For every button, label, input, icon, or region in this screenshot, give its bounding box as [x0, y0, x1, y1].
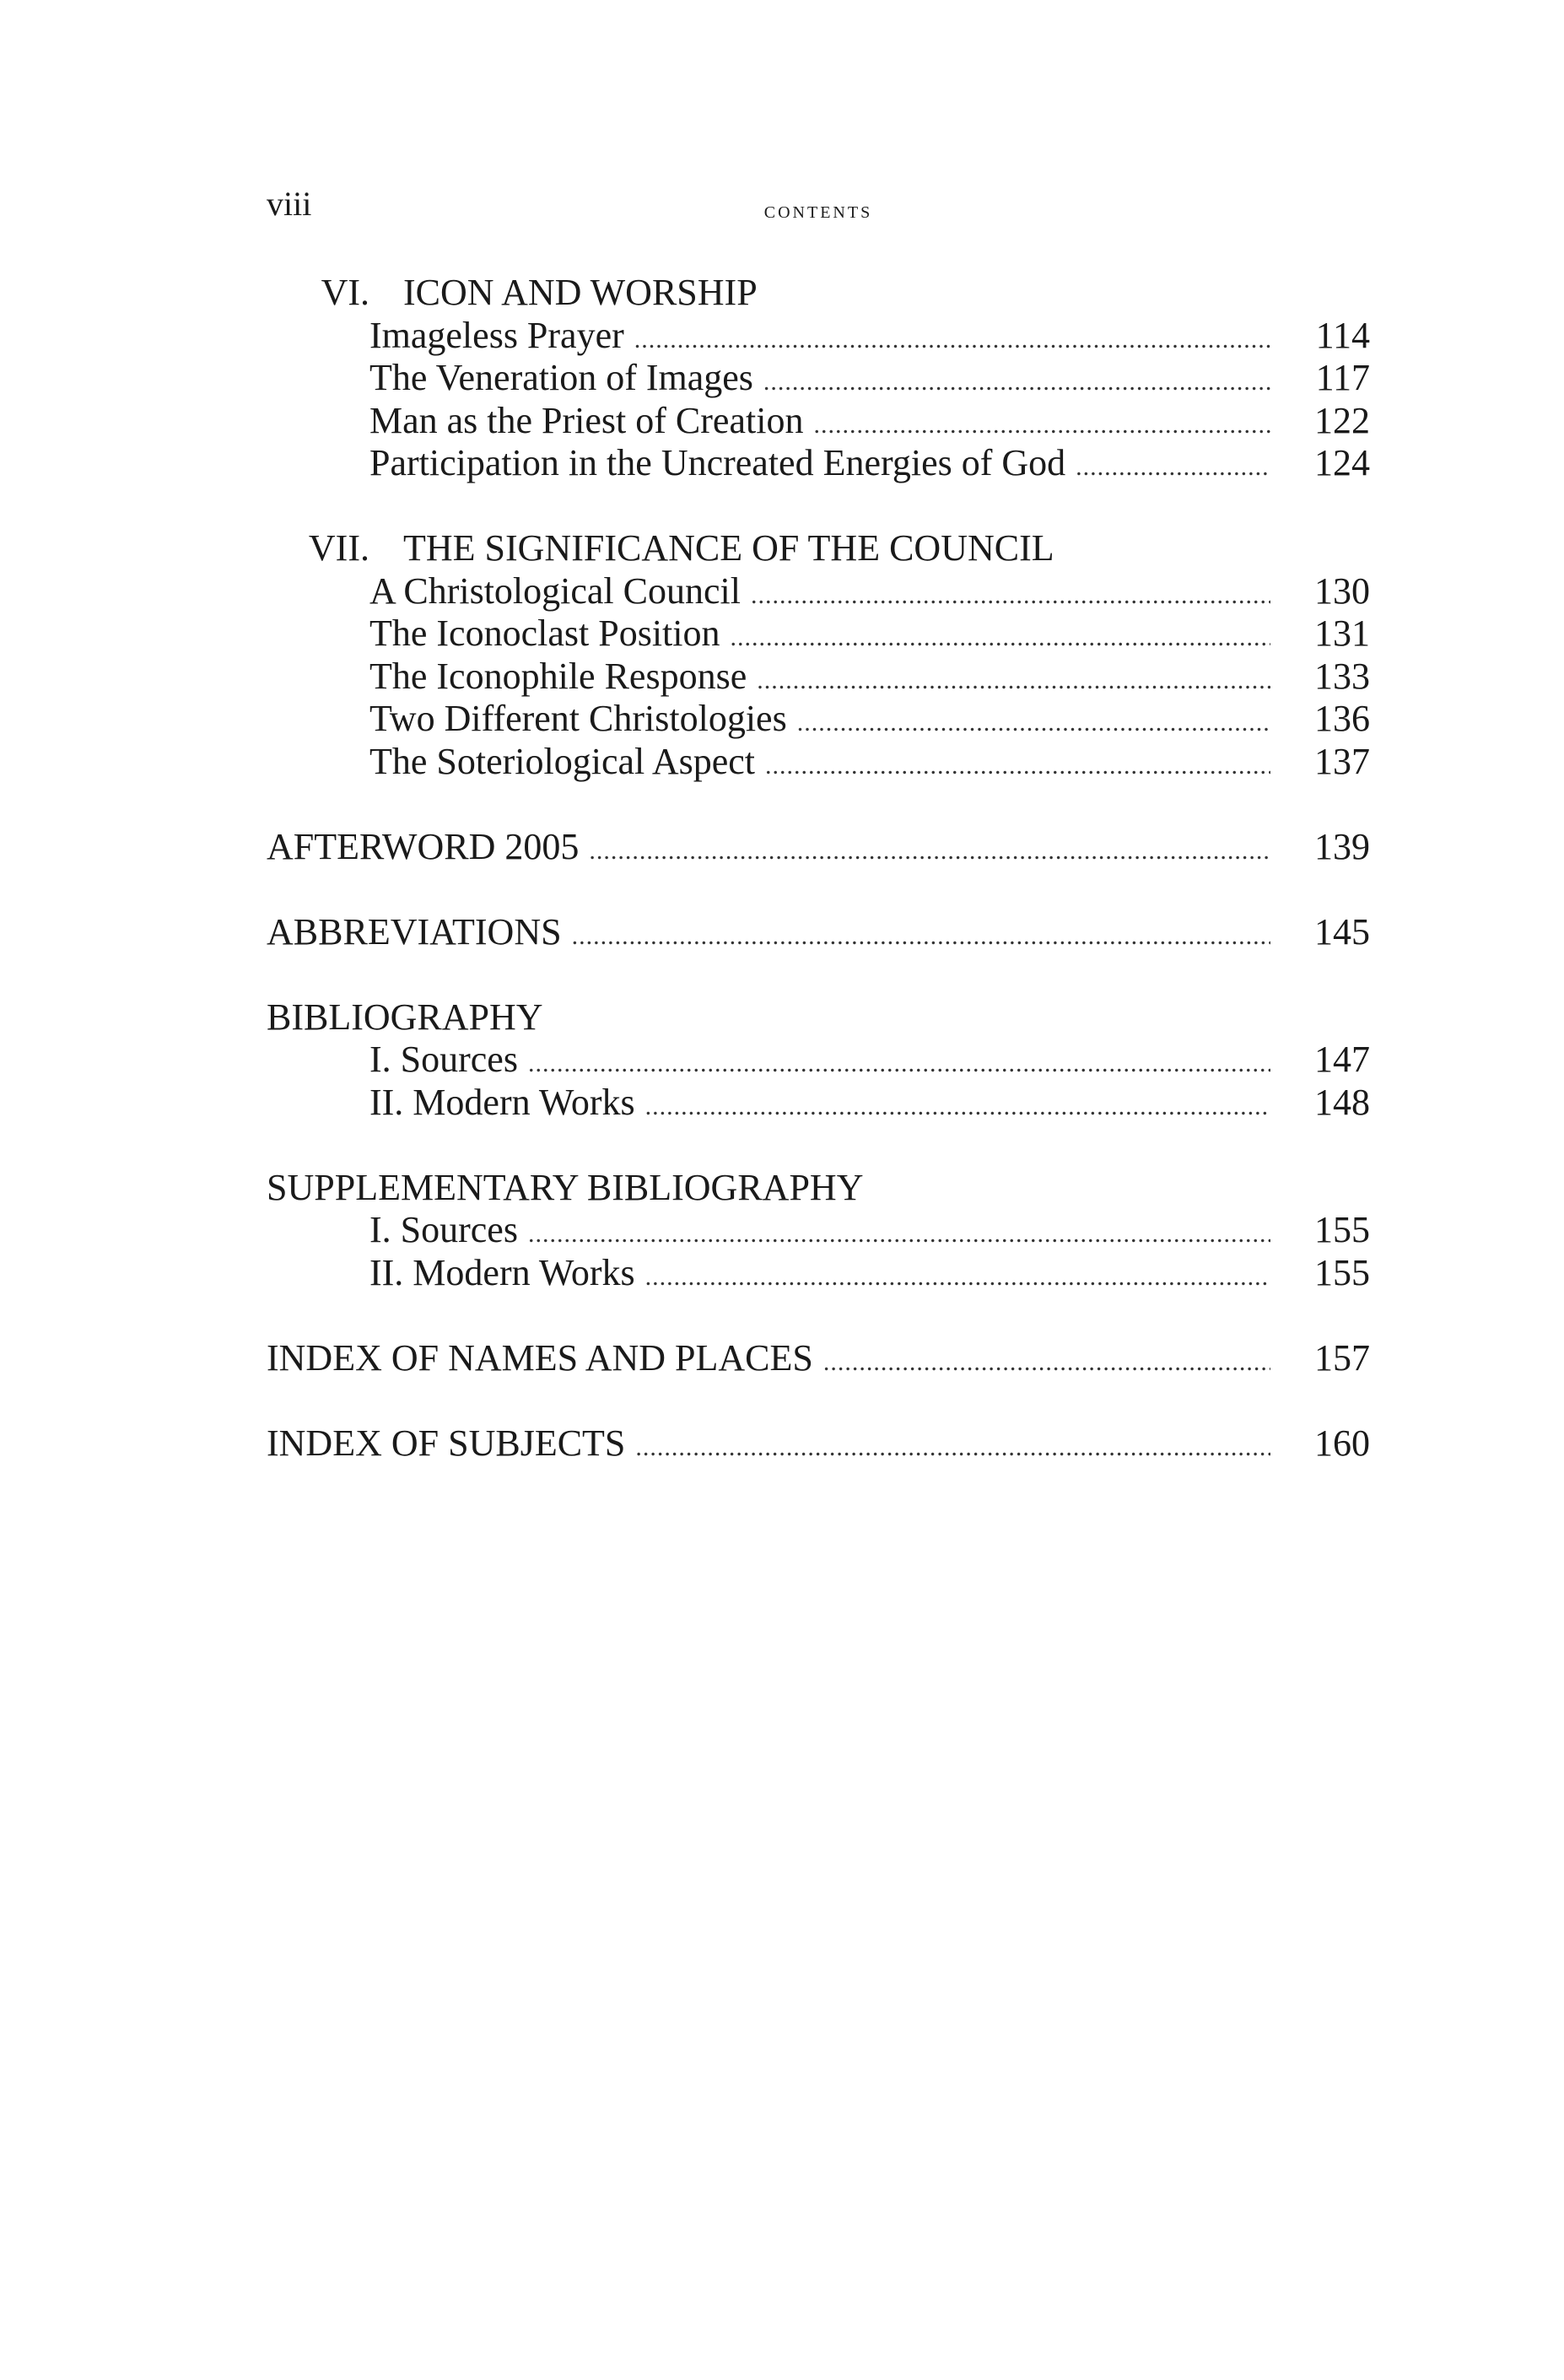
toc-entry[interactable] — [267, 1209, 1370, 1252]
toc-entry-label: The Iconophile Response — [369, 655, 747, 697]
toc-entry-index-names[interactable] — [267, 1337, 1370, 1380]
toc-entry-page: 155 — [1314, 1209, 1370, 1250]
bibliography-section — [267, 996, 1370, 1125]
abbreviations-section — [267, 911, 1370, 954]
toc-entry-abbreviations[interactable] — [267, 911, 1370, 954]
toc-entry-page: 131 — [1314, 613, 1370, 654]
dot-leader — [528, 1043, 1270, 1086]
dot-leader — [1076, 446, 1270, 489]
supplementary-bibliography-section — [267, 1167, 1370, 1295]
toc-entry-page: 124 — [1314, 442, 1370, 483]
toc-entry-page: 139 — [1314, 825, 1370, 867]
dot-leader — [645, 1086, 1270, 1129]
chapter-7 — [267, 527, 1370, 783]
chapter-heading — [267, 272, 1370, 315]
chapter-heading — [267, 527, 1370, 570]
dot-leader — [634, 319, 1270, 362]
toc-entry-page: 160 — [1314, 1422, 1370, 1464]
toc-entry-page: 157 — [1314, 1336, 1370, 1379]
toc-entry[interactable] — [267, 1082, 1370, 1125]
dot-leader — [731, 617, 1271, 660]
toc-entry-label: II. Modern Works — [369, 1251, 635, 1293]
toc-entry-label: Man as the Priest of Creation — [369, 399, 804, 441]
toc-entry-page: 155 — [1314, 1251, 1370, 1293]
toc-entry[interactable] — [267, 741, 1370, 784]
toc-entry-label: The Iconoclast Position — [369, 613, 720, 654]
toc-entry-page: 148 — [1314, 1081, 1370, 1123]
toc-entry-label: The Veneration of Images — [369, 357, 753, 398]
toc-entry-label: II. Modern Works — [369, 1081, 635, 1123]
toc-entry-page: 133 — [1314, 655, 1370, 697]
dot-leader — [763, 361, 1270, 404]
dot-leader — [757, 660, 1270, 703]
index-subjects-section — [267, 1422, 1370, 1465]
toc-entry-label: Two Different Christologies — [369, 698, 787, 739]
toc-entry-label: I. Sources — [369, 1209, 518, 1250]
toc-entry-page: 122 — [1314, 399, 1370, 441]
toc-entry-label: I. Sources — [369, 1039, 518, 1080]
folio-number: viii — [267, 185, 312, 223]
toc-entry-label: Imageless Prayer — [369, 314, 624, 356]
toc-entry-label: The Soteriological Aspect — [369, 740, 755, 782]
dot-leader — [645, 1256, 1270, 1299]
toc-entry[interactable] — [267, 698, 1370, 741]
dot-leader — [635, 1427, 1270, 1470]
toc-entry[interactable] — [267, 357, 1370, 400]
toc-entry[interactable] — [267, 1039, 1370, 1082]
toc-entry-page: 117 — [1315, 357, 1370, 398]
toc-entry[interactable] — [267, 1252, 1370, 1295]
toc-entry-page: 147 — [1314, 1039, 1370, 1080]
afterword-section — [267, 826, 1370, 869]
toc-entry[interactable] — [267, 613, 1370, 656]
toc-entry-label: ABBREVIATIONS — [267, 910, 562, 953]
toc-entry-label: A Christological Council — [369, 569, 741, 612]
dot-leader — [797, 702, 1270, 745]
toc-entry-page: 137 — [1314, 740, 1370, 782]
dot-leader — [589, 830, 1270, 873]
dot-leader — [765, 745, 1270, 788]
toc-entry-page: 136 — [1314, 698, 1370, 739]
toc-entry-page: 130 — [1314, 569, 1370, 612]
toc-entry-page: 114 — [1315, 314, 1370, 356]
dot-leader — [751, 575, 1270, 618]
dot-leader — [528, 1213, 1270, 1256]
dot-leader — [572, 915, 1270, 958]
chapter-title: ICON AND WORSHIP — [403, 272, 758, 313]
chapter-number: VII. — [308, 527, 369, 569]
dot-leader — [813, 404, 1270, 447]
toc-entry[interactable] — [267, 442, 1370, 485]
dot-leader — [823, 1341, 1270, 1384]
section-title: SUPPLEMENTARY BIBLIOGRAPHY — [267, 1166, 864, 1208]
toc-entry[interactable] — [267, 656, 1370, 699]
chapter-number: VI. — [321, 272, 369, 313]
section-title: BIBLIOGRAPHY — [267, 996, 543, 1038]
toc-entry-label: Participation in the Uncreated Energies of God — [369, 442, 1066, 483]
toc-entry-index-subjects[interactable] — [267, 1422, 1370, 1465]
toc-entry-label: INDEX OF SUBJECTS — [267, 1422, 626, 1464]
toc-entry[interactable] — [267, 400, 1370, 443]
running-head: contents — [763, 197, 873, 224]
page-header — [267, 187, 1370, 238]
chapter-6 — [267, 272, 1370, 485]
toc-entry[interactable] — [267, 570, 1370, 613]
table-of-contents — [267, 272, 1370, 1508]
toc-entry-page: 145 — [1314, 910, 1370, 953]
toc-entry-afterword[interactable] — [267, 826, 1370, 869]
chapter-title: THE SIGNIFICANCE OF THE COUNCIL — [403, 527, 1054, 569]
index-names-section — [267, 1337, 1370, 1380]
toc-entry-label: AFTERWORD 2005 — [267, 825, 580, 867]
toc-entry-label: INDEX OF NAMES AND PLACES — [267, 1336, 813, 1379]
toc-entry[interactable] — [267, 315, 1370, 358]
